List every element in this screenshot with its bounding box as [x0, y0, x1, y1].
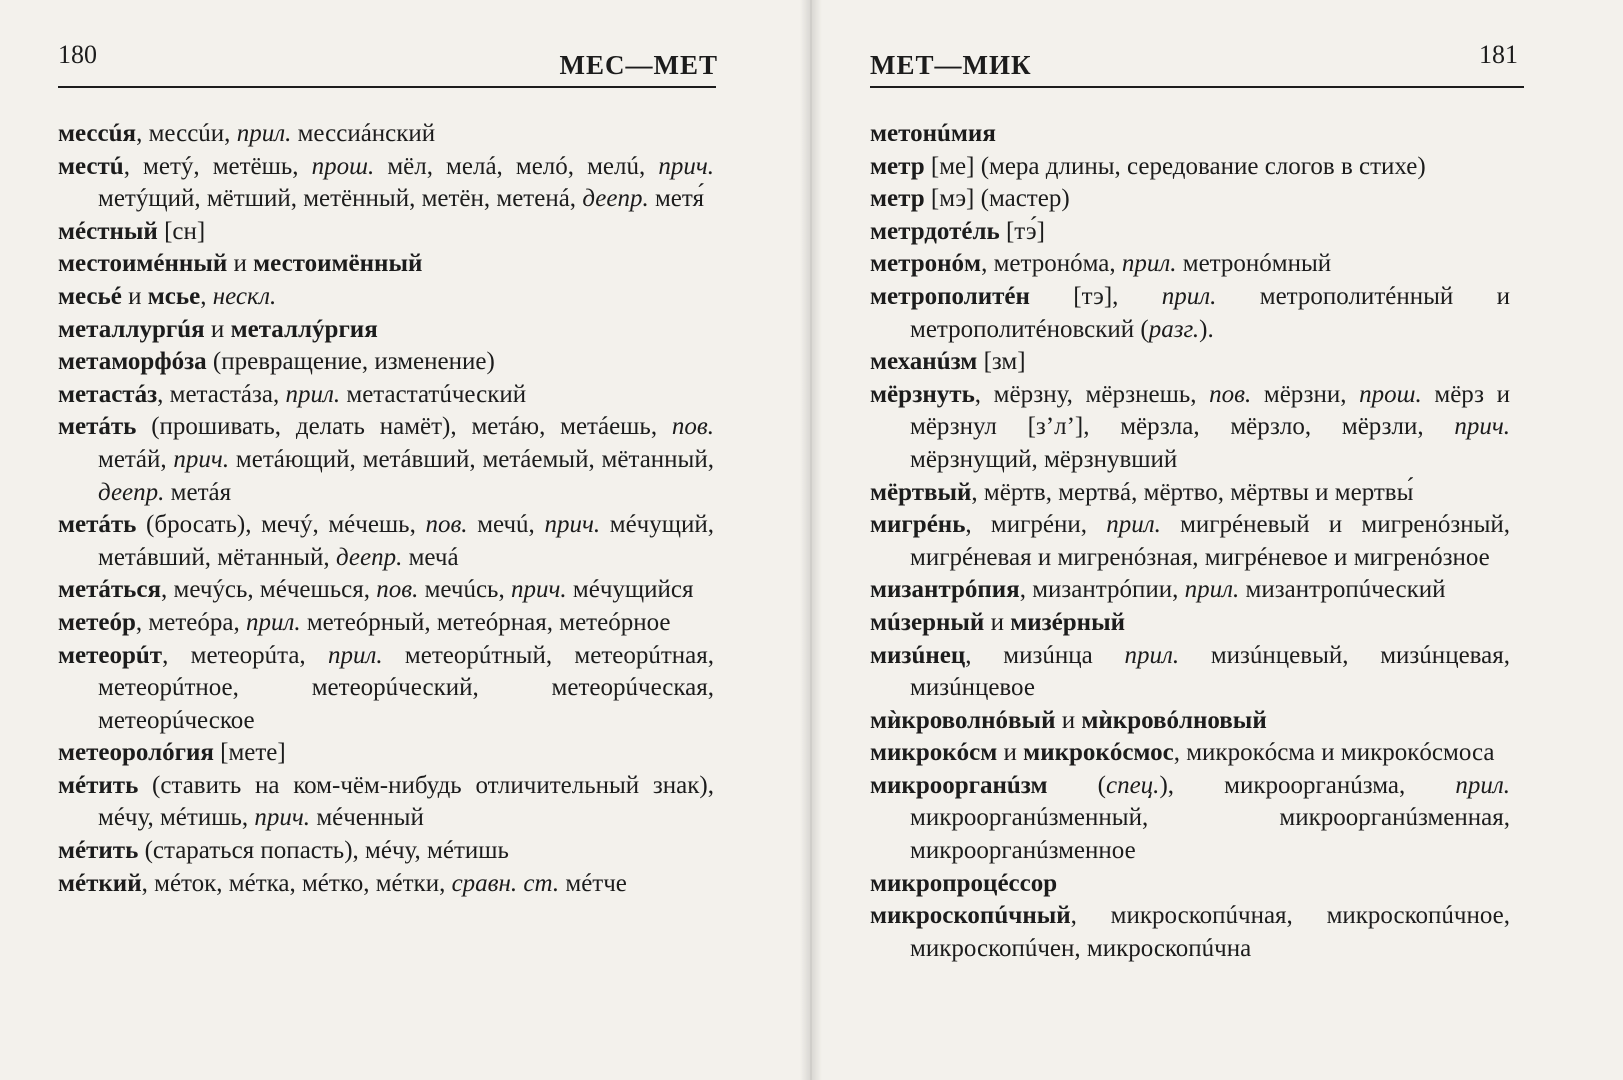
headword: мсье [147, 282, 201, 310]
headword: метеóр [58, 608, 136, 636]
entry-text: метáй, [98, 445, 174, 473]
dictionary-entry [870, 868, 1510, 901]
dictionary-entry [58, 835, 714, 868]
dictionary-entry [870, 900, 1510, 965]
entry-text: метя́ [648, 185, 704, 213]
entry-text: мигрéневый и мигренóзный, мигрéневая и мигренóзная, мигрéневое и мигренóзное [910, 511, 1511, 571]
headword: метеоролóгия [58, 739, 214, 767]
grammar-label: прил. [1161, 282, 1217, 310]
dictionary-entry [58, 281, 714, 314]
entry-text: , мёртв, мертвá, мёртво, мёртвы и мертвы́ [971, 478, 1414, 506]
grammar-label: прич. [544, 511, 601, 539]
running-head: МЕТ—МИК [870, 50, 1032, 80]
entry-text: метеорúтный, метеорúтная, метеорúтное, метеорúческий, метеорúческая, метеорúческое [98, 641, 714, 734]
entry-text: , микрокóсма и микрокóсмоса [1173, 739, 1495, 767]
headword: микроскопúчный [870, 902, 1071, 930]
grammar-label: прич. [510, 576, 567, 604]
entry-text: (прошивать, делать намёт), метáю, метáешь, [136, 413, 672, 441]
dictionary-entry [870, 509, 1510, 574]
headword: метр [870, 185, 925, 213]
entry-text: мéченный [310, 804, 424, 832]
grammar-label: пов. [376, 576, 419, 604]
entry-text: мечú, [467, 511, 545, 539]
dictionary-entry [870, 574, 1510, 607]
headword: мессúя [58, 120, 137, 147]
grammar-label: прич. [1454, 413, 1510, 441]
grammar-label: деепр. [98, 478, 165, 506]
entry-text: (превращение, изменение) [206, 348, 495, 376]
grammar-label: прил. [1184, 576, 1240, 604]
entry-text: микроорганúзменный, микроорганúзменная, микроорганúзменное [910, 804, 1510, 865]
entry-text: метеóрный, метеóрная, метеóрное [300, 608, 671, 636]
entry-text: мизúнцевый, мизúнцевая, мизúнцевое [910, 641, 1510, 702]
headword: местú [58, 152, 124, 180]
headword: метеорúт [58, 641, 163, 669]
entry-text: ), микроорганúзма, [1159, 771, 1456, 799]
grammar-label: прил. [245, 608, 301, 636]
dictionary-entry [58, 607, 714, 640]
page-number: 181 [1479, 40, 1518, 69]
dictionary-entry [58, 737, 714, 770]
headword: месьé [58, 282, 122, 310]
headword: мизантрóпия [870, 576, 1020, 604]
dictionary-entry [870, 607, 1510, 640]
headword: мѝкровóлновый [1081, 706, 1267, 734]
headword: метáть [58, 511, 137, 539]
grammar-label: прил. [327, 641, 383, 669]
grammar-label: деепр. [582, 185, 649, 213]
entry-text: , метронóма, [981, 250, 1122, 278]
dictionary-entry [58, 509, 714, 574]
dictionary-entry [58, 118, 714, 151]
headword: мизéрный [1010, 608, 1126, 636]
headword: мѝкроволнóвый [870, 706, 1056, 734]
entry-text: и [984, 608, 1011, 636]
headword: мéткий [58, 869, 142, 897]
entry-text: метронóмный [1176, 250, 1332, 278]
entry-text: [зм] [977, 348, 1026, 376]
grammar-label: прил. [1121, 250, 1177, 278]
dictionary-entry [870, 183, 1510, 216]
grammar-label: прил. [236, 120, 292, 147]
dictionary-entry [870, 118, 1510, 151]
entry-text: мечá [402, 543, 459, 571]
headword: метонúмия [870, 120, 996, 147]
entry-text: мéчущийся [566, 576, 694, 604]
running-head: МЕС—МЕТ [559, 50, 718, 80]
entry-text: мёрз и мёрзнул [з’л’], мёрзла, мёрзло, мёрзли, [910, 380, 1510, 441]
headword: местоимéнный [58, 250, 228, 278]
entry-text: [мэ] (мастер) [924, 185, 1070, 213]
headword: метаморфóза [58, 348, 207, 376]
headword: метастáз [58, 380, 158, 408]
dictionary-entry [58, 314, 714, 347]
grammar-label: сравн. ст. [451, 869, 560, 897]
headword: мéстный [58, 217, 158, 245]
entry-text: , мёрзну, мёрзнешь, [974, 380, 1210, 408]
right-page-header [870, 0, 1560, 96]
dictionary-entry [58, 346, 714, 379]
entry-text: [мете] [213, 739, 286, 767]
entry-text: мессиáнский [291, 120, 436, 147]
entry-text: , [200, 282, 213, 310]
grammar-label: прич. [254, 804, 311, 832]
grammar-label: разг. [1148, 315, 1200, 343]
headword: металлургúя [58, 315, 205, 343]
headword: мигрéнь [870, 511, 966, 539]
dictionary-entry [870, 477, 1510, 510]
entry-text: , микроскопúчная, микроскопúчное, микроскопúчен, микроскопúчна [910, 902, 1510, 962]
entry-text: мéтче [559, 869, 627, 897]
entry-text: , мизантрóпии, [1019, 576, 1185, 604]
grammar-label: пов. [1209, 380, 1252, 408]
entry-text: ( [1047, 771, 1106, 799]
headword: металлýргия [230, 315, 378, 343]
dictionary-entry [58, 248, 714, 281]
entry-text: и [1055, 706, 1082, 734]
entry-text: , мечýсь, мéчешься, [161, 576, 377, 604]
grammar-label: прил. [285, 380, 341, 408]
dictionary-entry [58, 216, 714, 249]
dictionary-entry [870, 737, 1510, 770]
headword: микропроцéссор [870, 869, 1058, 897]
entry-text: и [121, 282, 148, 310]
dictionary-entry [870, 379, 1510, 477]
dictionary-entry [58, 411, 714, 509]
grammar-label: нескл. [212, 282, 277, 310]
header-rule [870, 86, 1524, 88]
entry-text: и [997, 739, 1024, 767]
entry-text: , метý, метёшь, [123, 152, 312, 180]
entry-text: [ме] (мера длины, середование слогов в стихе) [924, 152, 1426, 180]
entry-text: [тэ], [1029, 282, 1162, 310]
grammar-label: прич. [173, 445, 230, 473]
headword: механúзм [870, 348, 978, 376]
grammar-label: прич. [658, 152, 714, 180]
entry-text: [тэ́] [999, 217, 1045, 245]
page-gutter [800, 0, 822, 1080]
dictionary-entry [58, 379, 714, 412]
entry-list [870, 118, 1510, 965]
left-page-header [58, 0, 740, 96]
entry-text: (бросать), мечý, мéчешь, [136, 511, 426, 539]
right-page [870, 0, 1560, 1080]
headword: мизúнец [870, 641, 966, 669]
dictionary-entry [870, 151, 1510, 184]
headword: местоимённый [253, 250, 423, 278]
left-page [58, 0, 740, 1080]
entry-text: [сн] [157, 217, 206, 245]
entry-text: метýщий, мётший, метённый, метён, метенá, [98, 185, 583, 213]
grammar-label: пов. [671, 413, 714, 441]
entry-text: метáющий, метáвший, метáемый, мётанный, [229, 445, 714, 473]
headword: микрокóсм [870, 739, 998, 767]
headword: мёрзнуть [870, 380, 975, 408]
entry-text: и [227, 250, 254, 278]
entry-text: и [204, 315, 231, 343]
dictionary-entry [58, 868, 714, 901]
entry-text: (ставить на ком-чём-нибудь отличительный знак), мéчу, мéтишь, [98, 771, 714, 832]
grammar-label: прош. [311, 152, 375, 180]
dictionary-entry [870, 705, 1510, 738]
dictionary-entry [870, 248, 1510, 281]
dictionary-entry [870, 216, 1510, 249]
headword: микроорганúзм [870, 771, 1048, 799]
entry-text: мёрзнущий, мёрзнувший [910, 445, 1178, 473]
entry-text: , метастáза, [157, 380, 286, 408]
dictionary-entry [58, 151, 714, 216]
entry-text: мéчущий, метáвший, мётанный, [98, 511, 715, 571]
grammar-label: прил. [1106, 511, 1161, 539]
entry-text: ). [1199, 315, 1214, 343]
dictionary-entry [58, 640, 714, 738]
entry-text: мёрзни, [1251, 380, 1360, 408]
page-number: 180 [58, 40, 97, 69]
entry-text: , мéток, мéтка, мéтко, мéтки, [141, 869, 452, 897]
headword: мéтить [58, 837, 139, 865]
entry-text: метрополитéнный и метрополитéновский ( [910, 282, 1510, 343]
entry-text: мизантропúческий [1239, 576, 1446, 604]
grammar-label: прил. [1124, 641, 1180, 669]
entry-text: (стараться попасть), мéчу, мéтишь [138, 837, 509, 865]
entry-list [58, 118, 714, 900]
entry-text: мечúсь, [418, 576, 511, 604]
dictionary-entry [870, 346, 1510, 379]
entry-text: , метеóра, [135, 608, 246, 636]
headword: мéтить [58, 771, 139, 799]
entry-text: мёл, мелá, мелó, мелú, [374, 152, 659, 180]
headword: микрокóсмос [1023, 739, 1174, 767]
grammar-label: деепр. [335, 543, 403, 571]
dictionary-entry [870, 281, 1510, 346]
dictionary-entry [58, 574, 714, 607]
entry-text: , мессúи, [136, 120, 237, 147]
header-rule [58, 86, 716, 88]
headword: метáть [58, 413, 137, 441]
dictionary-entry [870, 770, 1510, 868]
entry-text: , мизúнца [965, 641, 1125, 669]
headword: метрополитéн [870, 282, 1030, 310]
dictionary-entry [58, 770, 714, 835]
headword: метр [870, 152, 925, 180]
entry-text: , метеорúта, [162, 641, 328, 669]
headword: метронóм [870, 250, 982, 278]
entry-text: , мигрéни, [965, 511, 1107, 539]
headword: метрдотéль [870, 217, 1000, 245]
grammar-label: прил. [1455, 771, 1510, 799]
dictionary-entry [870, 640, 1510, 705]
entry-text: метастатúческий [340, 380, 527, 408]
entry-text: метáя [164, 478, 232, 506]
grammar-label: прош. [1359, 380, 1422, 408]
headword: метáться [58, 576, 162, 604]
grammar-label: пов. [425, 511, 468, 539]
headword: мёртвый [870, 478, 972, 506]
grammar-label: спец. [1105, 771, 1160, 799]
headword: мúзерный [870, 608, 985, 636]
